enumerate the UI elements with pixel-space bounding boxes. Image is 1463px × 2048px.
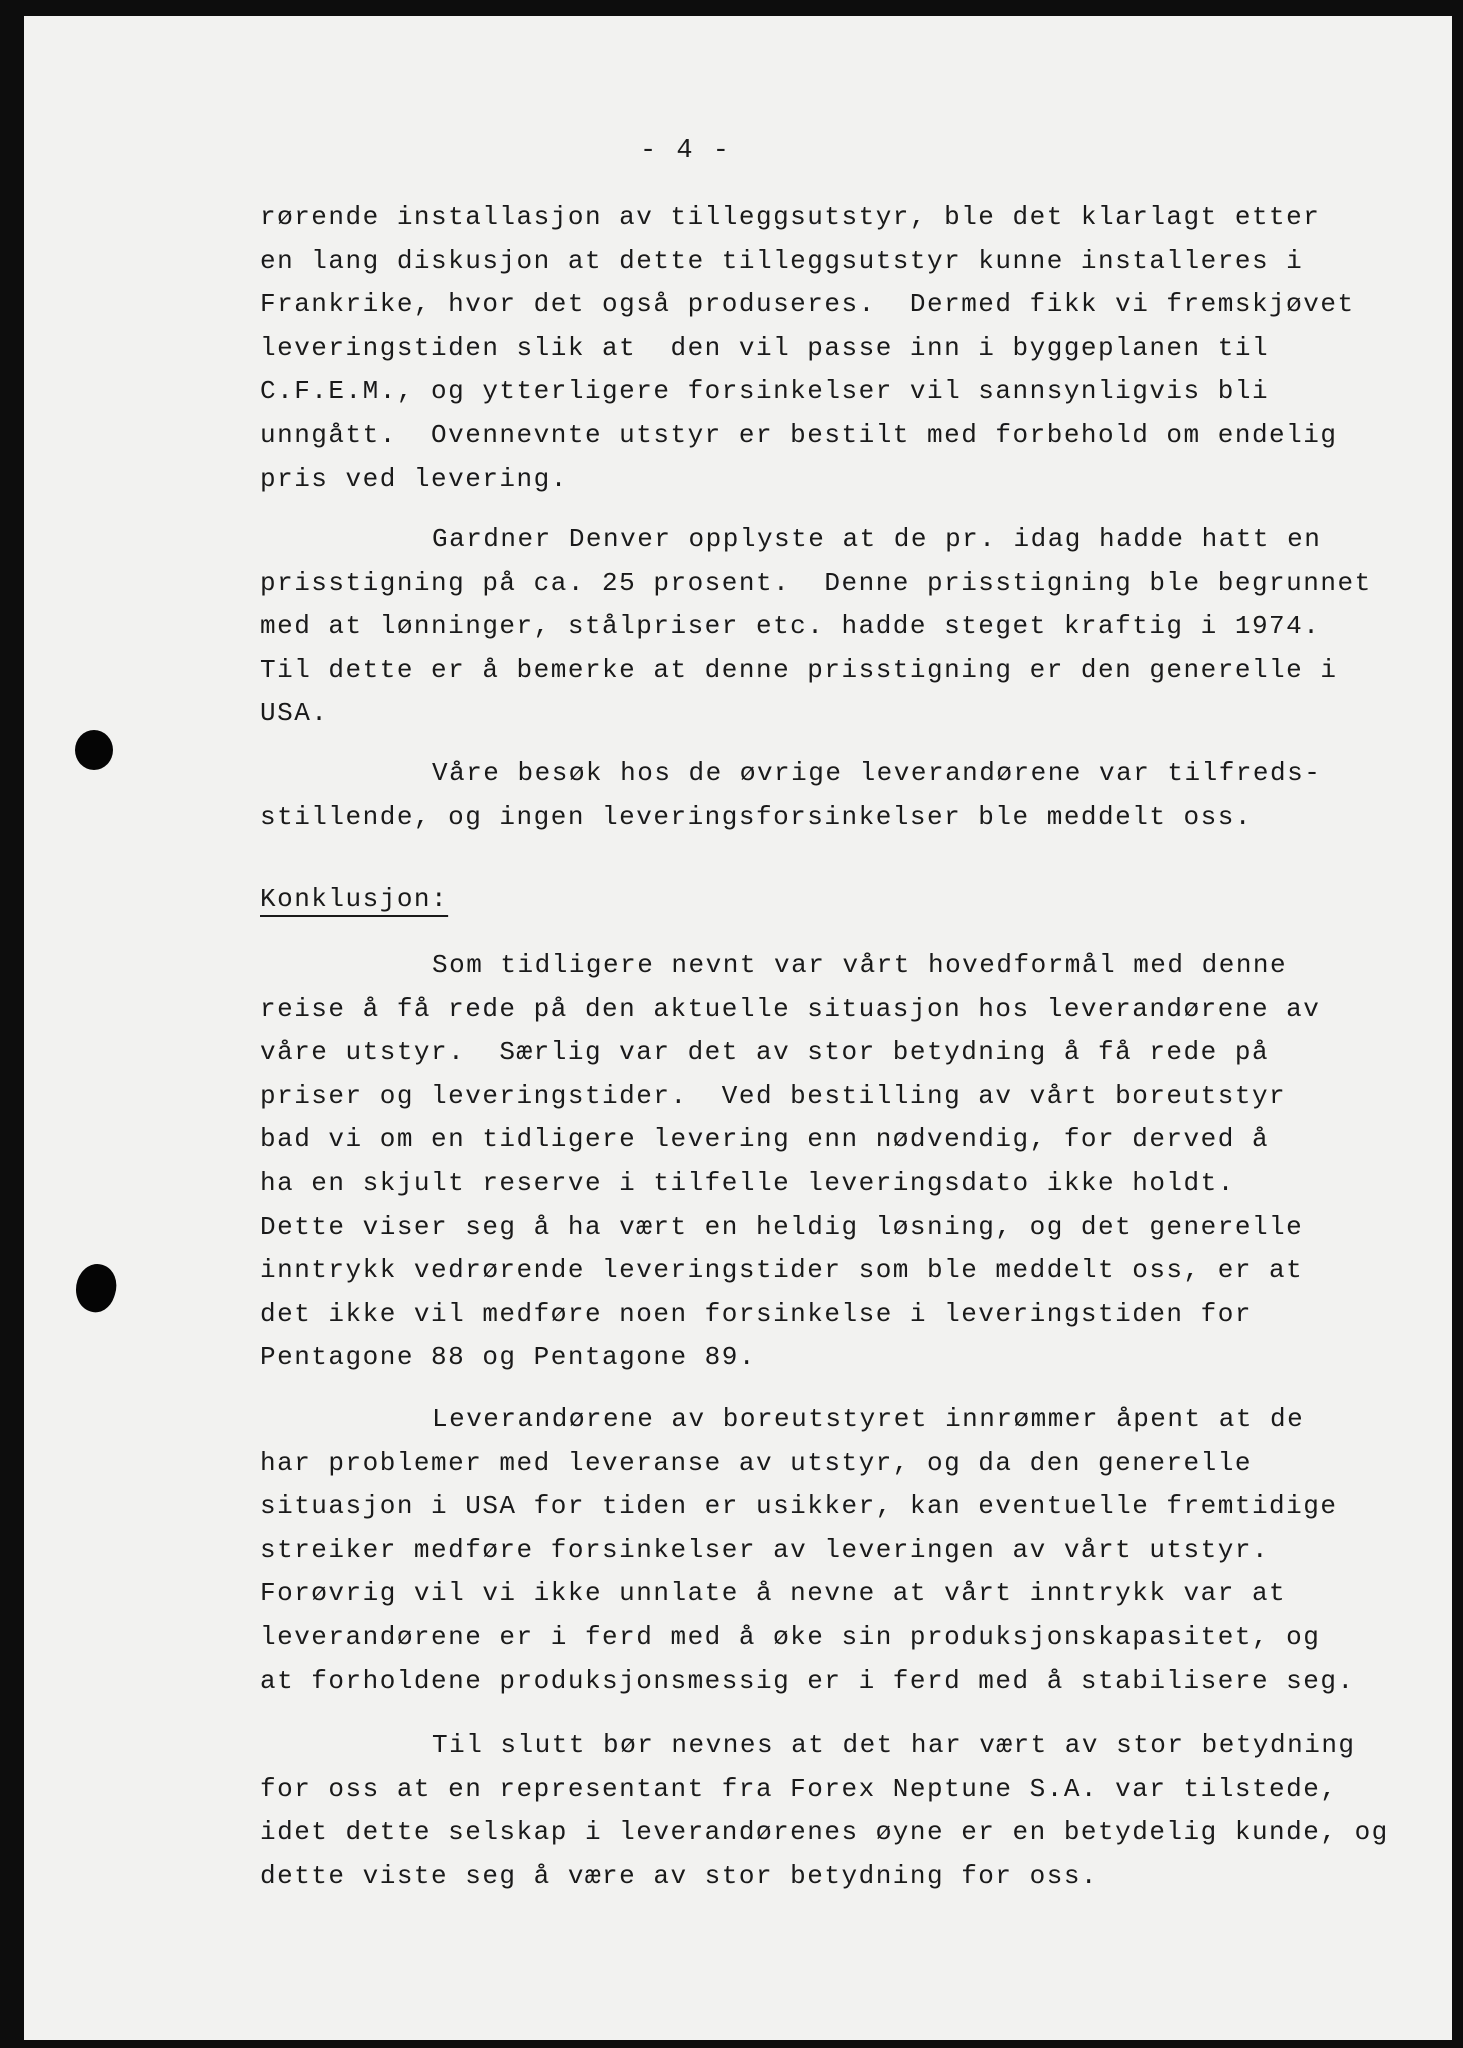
text-line: leverandørene er i ferd med å øke sin produksjonskapasitet, og	[260, 1621, 1321, 1652]
punch-hole-mark	[75, 730, 113, 770]
paragraph-delivery-installation	[260, 196, 1420, 501]
section-heading-konklusjon: Konklusjon:	[260, 884, 449, 914]
text-line: at forholdene produksjonsmessig er i ferd med å stabilisere seg.	[260, 1665, 1355, 1696]
text-line: unngått. Ovennevnte utstyr er bestilt med forbehold om endelig	[260, 419, 1338, 450]
text-line: reise å få rede på den aktuelle situasjon hos leverandørene av	[260, 993, 1321, 1024]
text-line: det ikke vil medføre noen forsinkelse i leveringstiden for	[260, 1298, 1252, 1329]
text-line: for oss at en representant fra Forex Neptune S.A. var tilstede,	[260, 1773, 1338, 1804]
page-number: - 4 -	[640, 136, 732, 166]
text-line: med at lønninger, stålpriser etc. hadde steget kraftig i 1974.	[260, 611, 1321, 642]
text-line: Til slutt bør nevnes at det har vært av stor betydning	[432, 1730, 1356, 1760]
paragraph-suppliers-problems	[260, 1398, 1420, 1703]
text-line: dette viste seg å være av stor betydning for oss.	[260, 1860, 1099, 1891]
text-line: USA.	[260, 698, 329, 729]
text-line: stillende, og ingen leveringsforsinkelser ble meddelt oss.	[260, 801, 1252, 832]
text-line: Pentagone 88 og Pentagone 89.	[260, 1342, 756, 1373]
text-line: inntrykk vedrørende leveringstider som ble meddelt oss, er at	[260, 1255, 1304, 1286]
text-line: bad vi om en tidligere levering enn nødvendig, for derved å	[260, 1124, 1270, 1155]
text-line: Dette viser seg å ha vært en heldig løsning, og det generelle	[260, 1211, 1304, 1242]
text-line: våre utstyr. Særlig var det av stor betydning å få rede på	[260, 1037, 1270, 1068]
text-line: idet dette selskap i leverandørenes øyne er en betydelig kunde, og	[260, 1817, 1389, 1848]
paragraph-conclusion-main	[260, 944, 1420, 1380]
text-line: Forøvrig vil vi ikke unnlate å nevne at vårt inntrykk var at	[260, 1578, 1287, 1609]
text-line: Til dette er å bemerke at denne prisstigning er den generelle i	[260, 654, 1338, 685]
text-line: en lang diskusjon at dette tilleggsutstyr kunne installeres i	[260, 245, 1304, 276]
text-line: Våre besøk hos de øvrige leverandørene var tilfreds-	[432, 758, 1322, 788]
text-line: Gardner Denver opplyste at de pr. idag hadde hatt en	[432, 524, 1322, 554]
text-line: leveringstiden slik at den vil passe inn i byggeplanen til	[260, 332, 1270, 363]
text-line: Leverandørene av boreutstyret innrømmer åpent at de	[432, 1404, 1305, 1434]
paragraph-gardner-denver-prices	[260, 518, 1420, 736]
text-line: Som tidligere nevnt var vårt hovedformål med denne	[432, 950, 1288, 980]
text-line: ha en skjult reserve i tilfelle leveringsdato ikke holdt.	[260, 1167, 1235, 1198]
paragraph-other-suppliers	[260, 752, 1420, 839]
paragraph-forex-neptune	[260, 1724, 1420, 1898]
text-line: priser og leveringstider. Ved bestilling av vårt boreutstyr	[260, 1080, 1287, 1111]
text-line: pris ved levering.	[260, 463, 568, 494]
text-line: prisstigning på ca. 25 prosent. Denne prisstigning ble begrunnet	[260, 567, 1372, 598]
text-line: situasjon i USA for tiden er usikker, kan eventuelle fremtidige	[260, 1491, 1338, 1522]
text-line: C.F.E.M., og ytterligere forsinkelser vil sannsynligvis bli	[260, 376, 1270, 407]
text-line: rørende installasjon av tilleggsutstyr, ble det klarlagt etter	[260, 202, 1321, 232]
text-line: har problemer med leveranse av utstyr, og da den generelle	[260, 1447, 1252, 1478]
text-line: streiker medføre forsinkelser av leveringen av vårt utstyr.	[260, 1534, 1270, 1565]
text-line: Frankrike, hvor det også produseres. Dermed fikk vi fremskjøvet	[260, 289, 1355, 320]
